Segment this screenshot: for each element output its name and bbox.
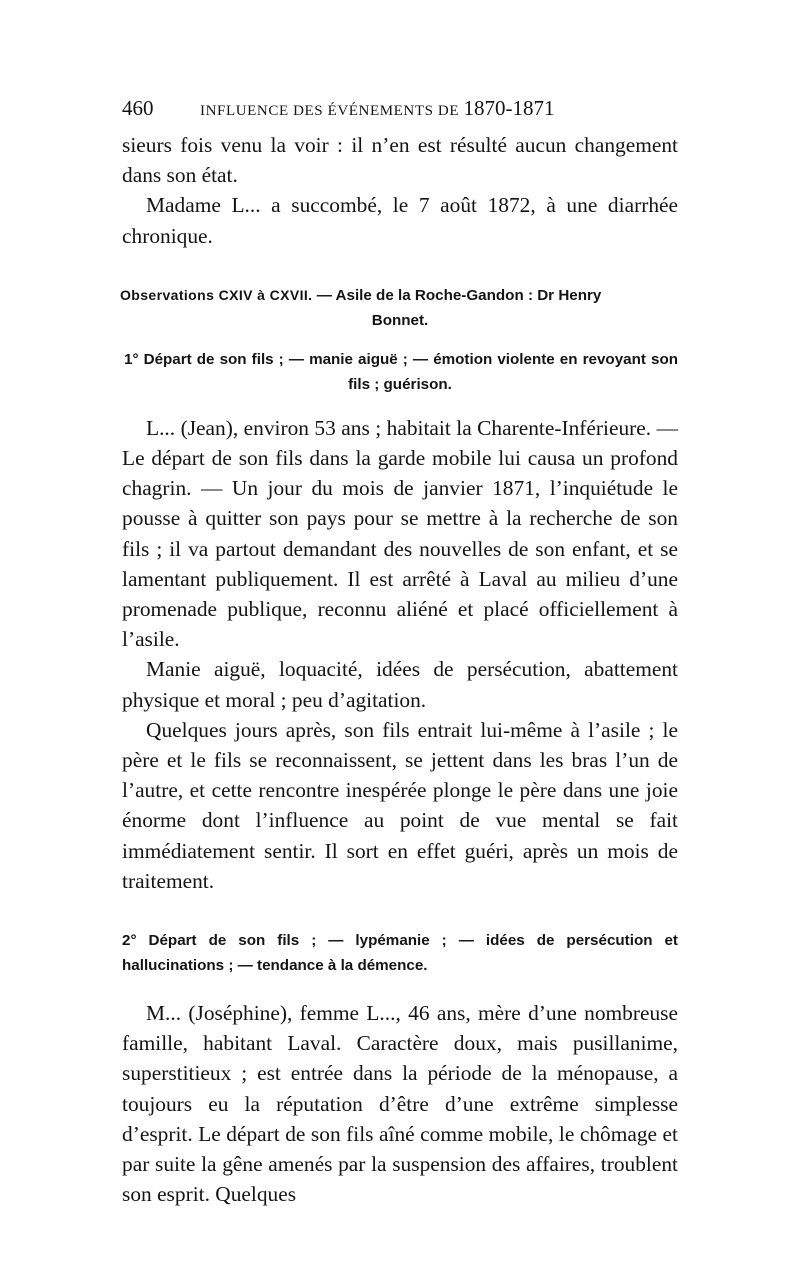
observations-heading — [122, 283, 678, 308]
case-1-paragraph-1: L... (Jean), environ 53 ans ; habitait la Charente-Inférieure. — Le départ de son fils dans la garde mobile lui causa un profond chagrin. — Un jour du mois de janvier 1871, l’inquiétude le pousse à quitter son pays pour se mettre à la recherche de son fils ; il va partout demandant des nouvelles de son enfant, et se lamentant publiquement. Il est arrêté à Laval au milieu d’une promenade publique, reconnu aliéné et placé officiellement à l’asile. — [122, 415, 678, 652]
book-page — [122, 96, 678, 1209]
case-2-paragraph-1: M... (Joséphine), femme L..., 46 ans, mère d’une nombreuse famille, habitant Laval. Caractère doux, mais pusillanime, superstitieux ; est entrée dans la période de la ménopause, a toujours eu la réputation d’être d’une extrême simplesse d’esprit. Le départ de son fils aîné comme mobile, le chômage et par suite la gêne amenés par la suspension des affaires, troublent son esprit. Quelques — [122, 1001, 678, 1207]
running-title-text: INFLUENCE DES ÉVÉNEMENTS DE — [200, 103, 464, 119]
case-1-paragraph-2: Manie aiguë, loquacité, idées de persécution, abattement physique et moral ; peu d’agitation. — [122, 657, 678, 712]
page-number: 460 — [122, 96, 154, 120]
observations-source: — Asile de la Roche-Gandon : Dr Henry — [312, 286, 602, 304]
case-1-heading: 1° Départ de son fils ; — manie aiguë ; — émotion violente en revoyant son fils ; guérison. — [124, 350, 678, 393]
paragraph-continued: sieurs fois venu la voir : il n’en est résulté aucun changement dans son état. — [122, 133, 678, 188]
running-head — [122, 96, 678, 130]
running-title — [200, 96, 554, 121]
case-1-paragraph-3: Quelques jours après, son fils entrait lui-même à l’asile ; le père et le fils se reconnaissent, se jettent dans les bras l’un de l’autre, et cette rencontre inespérée plonge le père dans une joie énorme dont l’influence au point de vue mental se fait immédiatement sentir. Il sort en effet guéri, après un mois de traitement. — [122, 717, 678, 893]
running-title-years: 1870-1871 — [463, 96, 555, 120]
observations-author: Bonnet. — [371, 311, 429, 329]
case-2-heading: 2° Départ de son fils ; — lypémanie ; — idées de persécution et hallucinations ; — tendance à la démence. — [122, 932, 678, 975]
paragraph-death-note: Madame L... a succombé, le 7 août 1872, à une diarrhée chronique. — [122, 193, 678, 248]
observations-label: Observations CXIV à CXVII. — [120, 286, 313, 303]
